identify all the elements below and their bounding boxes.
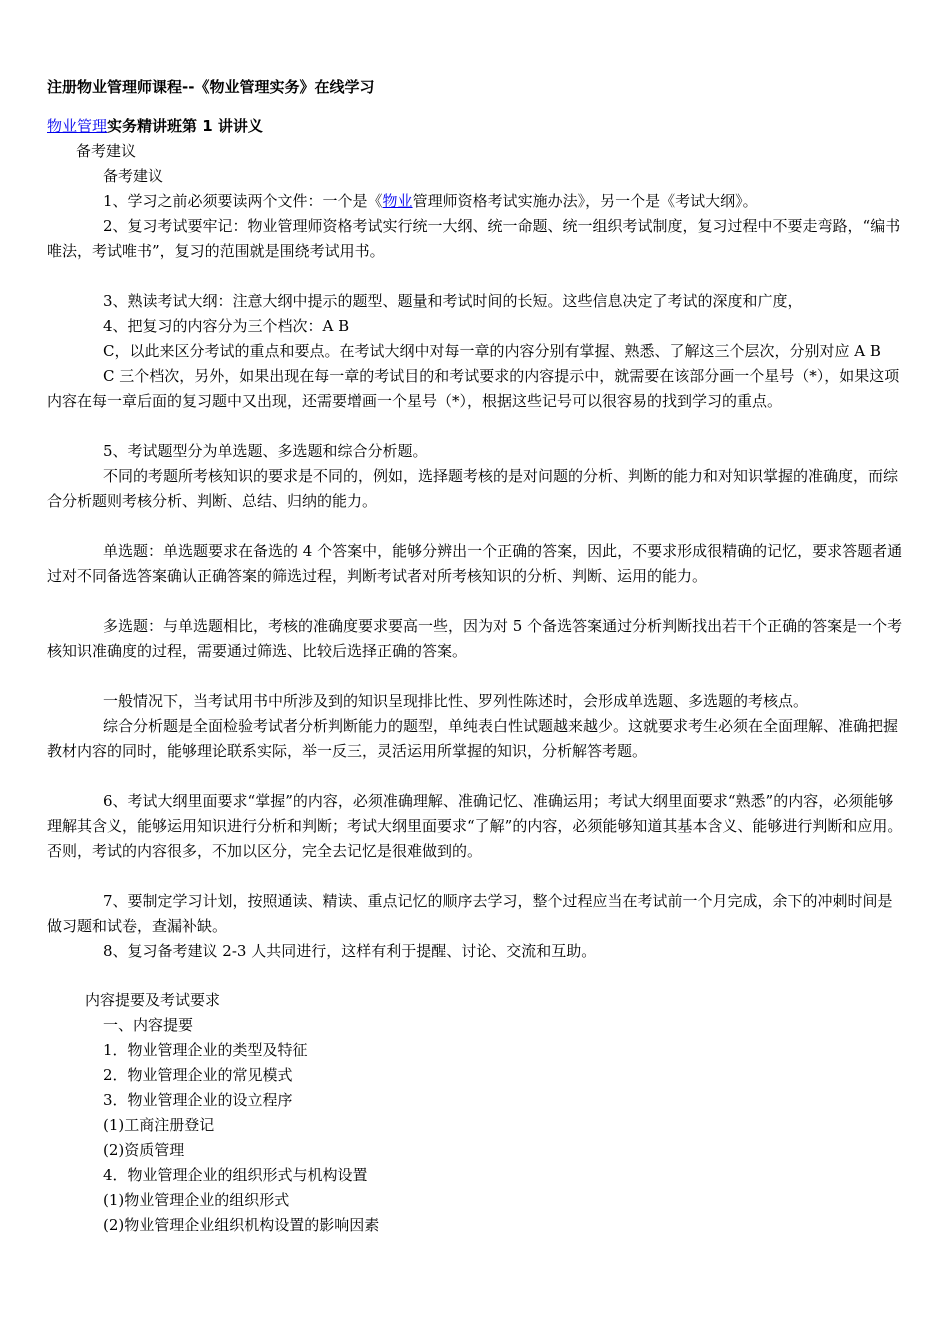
section-heading-exam-advice: 备考建议 (76, 142, 137, 160)
paragraph-15: 8、复习备考建议 2-3 人共同进行，这样有利于提醒、讨论、交流和互助。 (103, 942, 597, 960)
list-item: 1．物业管理企业的类型及特征 (103, 1041, 308, 1059)
lecture-title (47, 114, 907, 139)
paragraph-comprehensive: 综合分析题是全面检验考试者分析判断能力的题型，单纯表白性试题越来越少。这就要求考生必须在全面理解、准确把握教材内容的同时，能够理论联系实际，举一反三，灵活运用所掌握的知识，分析解答考题。 (47, 717, 899, 760)
paragraph-14: 7、要制定学习计划，按照通读、精读、重点记忆的顺序去学习，整个过程应当在考试前一个月完成，余下的冲刺时间是做习题和试卷，查漏补缺。 (47, 892, 893, 935)
paragraph-single-choice: 单选题：单选题要求在备选的 4 个答案中，能够分辨出一个正确的答案，因此，不要求形成很精确的记忆，要求答题者通过对不同备选答案确认正确答案的筛选过程，判断考试者对所考核知识的分析、判断、运用的能力。 (47, 542, 903, 585)
paragraph-1: 1、学习之前必须要读两个文件：一个是《物业管理师资格考试实施办法》，另一个是《考试大纲》。 (103, 192, 758, 210)
subheading-exam-advice: 备考建议 (103, 167, 164, 185)
section-heading-content-summary: 内容提要及考试要求 (85, 991, 221, 1009)
paragraph-11: 一般情况下，当考试用书中所涉及到的知识呈现排比性、罗列性陈述时，会形成单选题、多选题的考核点。 (103, 692, 809, 710)
paragraph-5: C，以此来区分考试的重点和要点。在考试大纲中对每一章的内容分别有掌握、熟悉、了解这三个层次，分别对应 A B (103, 342, 881, 360)
lecture-title-text: 实务精讲班第 1 讲讲义 (107, 117, 263, 135)
paragraph-13: 6、考试大纲里面要求“掌握”的内容，必须准确理解、准确记忆、准确运用；考试大纲里面要求“熟悉”的内容，必须能够理解其含义，能够运用知识进行分析和判断；考试大纲里面要求“了解”的内容，必须能够知道其基本含义、能够进行判断和应用。否则，考试的内容很多，不加以区分，完全去记忆是很难做到的。 (47, 792, 903, 860)
paragraph-7: 5、考试题型分为单选题、多选题和综合分析题。 (103, 442, 428, 460)
list-item: (2)物业管理企业组织机构设置的影响因素 (103, 1216, 380, 1234)
list-item: (2)资质管理 (103, 1141, 185, 1159)
subheading-content-summary: 一、内容提要 (103, 1016, 194, 1034)
paragraph-6: C 三个档次，另外，如果出现在每一章的考试目的和考试要求的内容提示中，就需要在该部分画一个星号（*），如果这项内容在每一章后面的复习题中又出现，还需要增画一个星号（*），根据这些记号可以很容易的找到学习的重点。 (47, 367, 900, 410)
paragraph-8: 不同的考题所考核知识的要求是不同的，例如，选择题考核的是对问题的分析、判断的能力和对知识掌握的准确度，而综合分析题则考核分析、判断、总结、归纳的能力。 (47, 467, 899, 510)
property-inline-link[interactable]: 物业 (382, 192, 413, 210)
paragraph-3: 3、熟读考试大纲：注意大纲中提示的题型、题量和考试时间的长短。这些信息决定了考试的深度和广度， (103, 292, 803, 310)
list-item: (1)工商注册登记 (103, 1116, 215, 1134)
paragraph-multiple-choice: 多选题：与单选题相比，考核的准确度要求要高一些，因为对 5 个备选答案通过分析判断找出若干个正确的答案是一个考核知识准确度的过程，需要通过筛选、比较后选择正确的答案。 (47, 617, 903, 660)
property-management-link[interactable]: 物业管理 (47, 117, 108, 135)
paragraph-2: 2、复习考试要牢记：物业管理师资格考试实行统一大纲、统一命题、统一组织考试制度，复习过程中不要走弯路，“编书唯法，考试唯书”，复习的范围就是围绕考试用书。 (47, 217, 901, 260)
list-item: 3．物业管理企业的设立程序 (103, 1091, 293, 1109)
paragraph-4: 4、把复习的内容分为三个档次：A B (103, 317, 350, 335)
list-item: 4．物业管理企业的组织形式与机构设置 (103, 1166, 368, 1184)
document-title: 注册物业管理师课程--《物业管理实务》在线学习 (47, 78, 375, 96)
list-item: (1)物业管理企业的组织形式 (103, 1191, 290, 1209)
document-page (47, 70, 907, 1238)
list-item: 2．物业管理企业的常见模式 (103, 1066, 293, 1084)
